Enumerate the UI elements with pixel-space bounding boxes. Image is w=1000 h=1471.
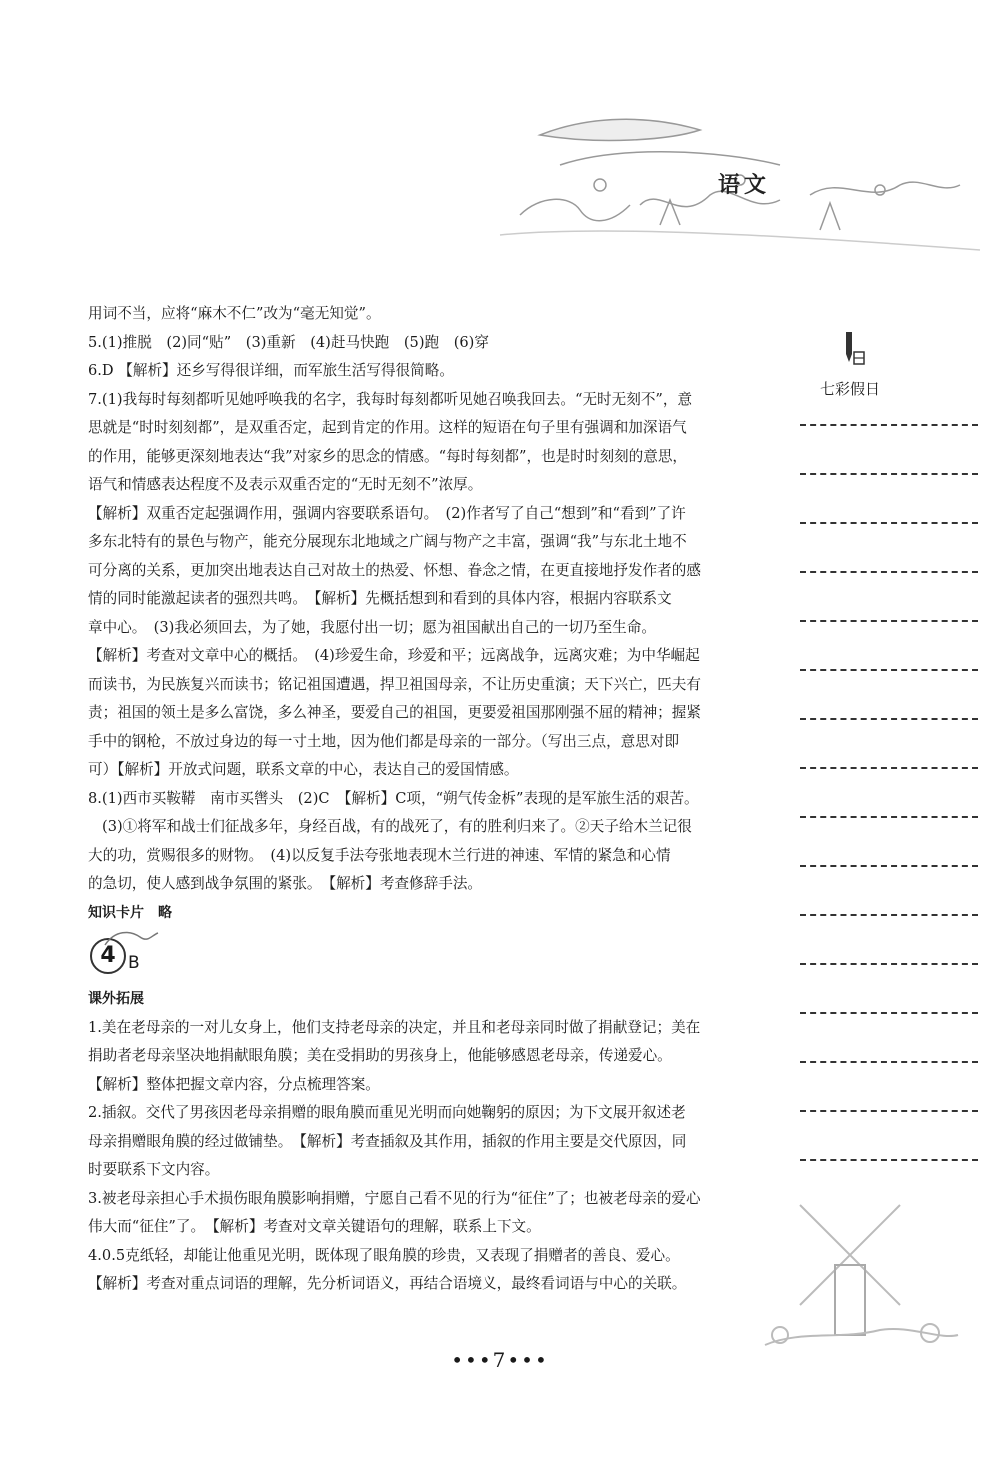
text-line: 【解析】考查对文章中心的概括。 (4)珍爱生命，珍爱和平；远离战争，远离灾难；为中华崛起 [88,647,700,664]
note-line [800,473,978,475]
text-line: 【解析】考查对重点词语的理解，先分析词语义，再结合语境义，最终看词语与中心的关联。 [88,1275,687,1292]
note-line [800,1159,978,1161]
text-line: 2.插叙。交代了男孩因老母亲捐赠的眼角膜而重见光明而向她鞠躬的原因；为下文展开叙述老 [88,1104,686,1121]
note-line [800,571,978,573]
text-line: 捐助者老母亲坚决地捐献眼角膜；美在受捐助的男孩身上，他能够感恩老母亲，传递爱心。 [88,1047,672,1064]
text-line: 的作用，能够更深刻地表达“我”对家乡的思念的情感。“每时每刻都”，也是时时刻刻的意思， [88,447,688,465]
note-line [800,1012,978,1014]
text-line: 伟大而“征住”了。 【解析】考查对文章关键语句的理解，联系上下文。 [88,1218,541,1235]
pen-icon [838,330,868,370]
text-line: 情的同时能激起读者的强烈共鸣。 【解析】先概括想到和看到的具体内容，根据内容联系文 [88,590,672,607]
note-line [800,620,978,622]
note-line [800,914,978,916]
text-line: 8.(1)西市买鞍鞯 南市买辔头 (2)C 【解析】C项，“朔气传金柝”表现的是军旅生活的艰苦。 [88,789,699,807]
text-line: 可）【解析】开放式问题，联系文章的中心，表达自己的爱国情感。 [88,761,519,778]
text-line: 多东北特有的景色与物产，能充分展现东北地域之广阔与物产之丰富，强调“我”与东北土地不 [88,533,687,550]
text-line: 章中心。 (3)我必须回去，为了她，我愿付出一切；愿为祖国献出自己的一切乃至生命。 [88,618,656,636]
text-line: 思就是“时时刻刻都”，是双重否定，起到肯定的作用。这样的短语在句子里有强调和加深语气 [88,419,687,436]
text-line: 【解析】整体把握文章内容，分点梳理答案。 [88,1075,380,1093]
section-number: 4 [90,938,126,974]
text-line: 5.(1)推脱 (2)同“贴” (3)重新 (4)赶马快跑 (5)跑 (6)穿 [88,333,489,351]
page-number: •••7••• [451,1348,549,1372]
note-line [800,963,978,965]
note-line [800,865,978,867]
section-heading: 课外拓展 [88,991,144,1007]
answer-content [88,300,788,927]
note-line [800,424,978,426]
text-line: 语气和情感表达程度不及表示双重否定的“无时无刻不”浓厚。 [88,476,483,493]
text-line: 大的功，赏赐很多的财物。 (4)以反复手法夸张地表现木兰行进的神速、军情的紧急和心情 [88,846,671,864]
subject-title: 语文 [718,172,771,198]
text-line: (3)①将军和战士们征战多年，身经百战，有的战死了，有的胜利归来了。②天子给木兰记很 [102,818,692,835]
section-letter: B [128,953,140,973]
note-line [800,718,978,720]
text-line: 时要联系下文内容。 [88,1161,220,1178]
note-line [800,816,978,818]
sidebar-title: 七彩假日 [820,380,881,398]
note-line [800,1061,978,1063]
note-line [800,669,978,671]
text-line: 母亲捐赠眼角膜的经过做铺垫。 【解析】考查插叙及其作用，插叙的作用主要是交代原因，同 [88,1132,687,1150]
note-line [800,767,978,769]
text-line: 的急切，使人感到战争氛围的紧张。 【解析】考查修辞手法。 [88,875,483,892]
text-line: 4.0.5克纸轻，却能让他重见光明，既体现了眼角膜的珍贵，又表现了捐赠者的善良、爱心。 [88,1246,680,1264]
text-line: 责；祖国的领土是多么富饶，多么神圣，要爱自己的祖国，更要爱祖国那刚强不屈的精神；握紧 [88,704,701,721]
text-line: 6.D 【解析】还乡写得很详细，而军旅生活写得很简略。 [88,362,454,379]
knowledge-card-line: 知识卡片 略 [88,904,172,921]
windmill-decoration [760,1195,960,1355]
text-line: 3.被老母亲担心手术损伤眼角膜影响捐赠，宁愿自己看不见的行为“征住”了；也被老母亲的爱心 [88,1189,701,1207]
text-line: 手中的钢枪，不放过身边的每一寸土地，因为他们都是母亲的一部分。（写出三点，意思对即 [88,732,680,750]
text-line: 【解析】双重否定起强调作用，强调内容要联系语句。 (2)作者写了自己“想到”和“看到”了许 [88,504,686,522]
text-line: 7.(1)我每时每刻都听见她呼唤我的名字，我每时每刻都听见她召唤我回去。“无时无刻不”，意 [88,390,693,408]
note-line [800,1110,978,1112]
text-line: 而读书，为民族复兴而读书；铭记祖国遭遇，捍卫祖国母亲，不让历史重演；天下兴亡，匹夫有 [88,675,701,693]
note-line [800,522,978,524]
text-line: 可分离的关系，更加突出地表达自己对故土的热爱、怀想、眷念之情，在更直接地抒发作者的感 [88,561,701,579]
extension-content [88,985,788,1299]
text-line: 1.美在老母亲的一对儿女身上，他们支持老母亲的决定，并且和老母亲同时做了捐献登记；美在 [88,1018,701,1036]
section-flourish [100,925,160,955]
text-line: 用词不当，应将“麻木不仁”改为“毫无知觉”。 [88,305,381,322]
